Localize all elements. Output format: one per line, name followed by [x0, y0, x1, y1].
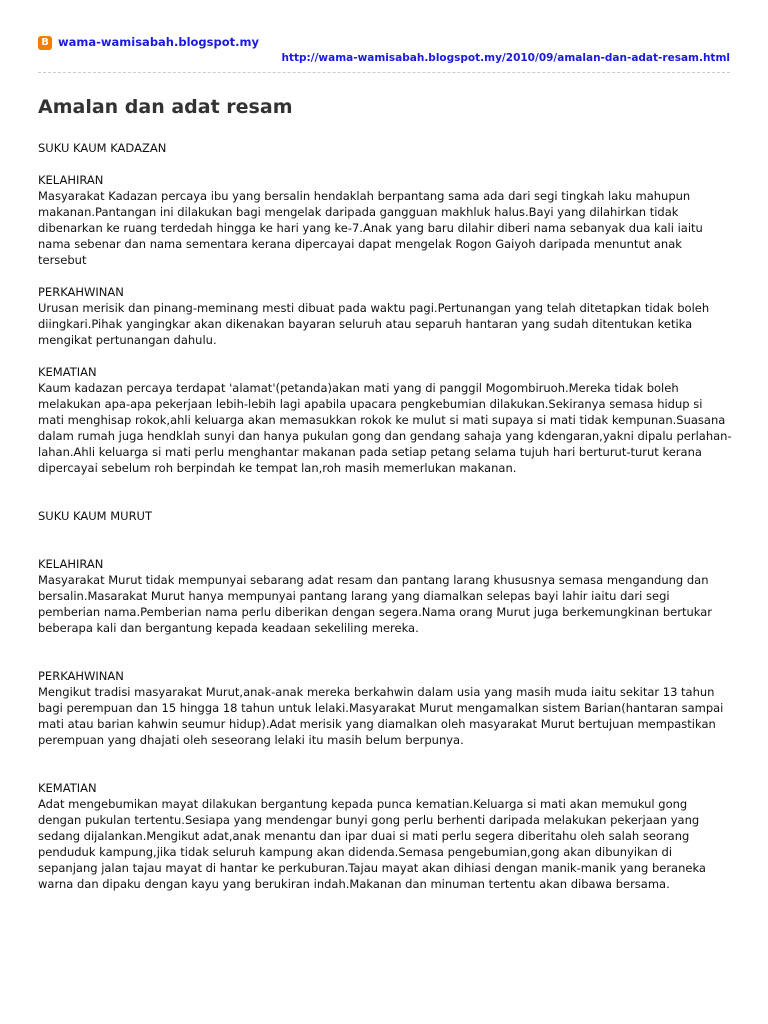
post-url-link[interactable]: http://wama-wamisabah.blogspot.my/2010/09/amalan-dan-adat-resam.html: [281, 52, 730, 64]
kadazan-section: [38, 140, 732, 476]
print-header: [0, 0, 768, 80]
section-body: Urusan merisik dan pinang-meminang mesti dibuat pada waktu pagi.Pertunangan yang telah ditetapkan tidak boleh diingkari.Pihak yangingkar akan dikenakan bayaran seluruh atau separuh hantaran yang sudah ditentukan ketika mengikat pertunangan dahulu.: [38, 301, 710, 347]
post-title: Amalan dan adat resam: [38, 96, 293, 118]
murut-section: [38, 508, 732, 892]
murut-kematian: [38, 780, 732, 892]
header-divider: [38, 72, 730, 73]
section-heading: PERKAHWINAN: [38, 669, 124, 683]
kadazan-kelahiran: [38, 172, 732, 268]
murut-kelahiran: [38, 556, 732, 636]
kadazan-perkahwinan: [38, 284, 732, 348]
blogger-logo-icon: [38, 36, 52, 50]
murut-perkahwinan: [38, 668, 732, 748]
section-heading: KELAHIRAN: [38, 557, 104, 571]
section-heading: KEMATIAN: [38, 365, 97, 379]
section-body: Masyarakat Murut tidak mempunyai sebarang adat resam dan pantang larang khususnya semasa mengandung dan bersalin.Masarakat Murut hanya mempunyai pantang larang yang diamalkan selepas bayi lahir iaitu dari segi pemberian nama.Pemberian nama perlu diberikan dengan segera.Nama orang Murut juga berkemungkinan bertukar beberapa kali dan bergantung kepada keadaan sekeliling mereka.: [38, 573, 713, 635]
section-body: Adat mengebumikan mayat dilakukan bergantung kepada punca kematian.Keluarga si mati akan memukul gong dengan pukulan tertentu.Sesiapa yang mendengar bunyi gong perlu berhenti daripada melakukan pekerjaan yang sedang dijalankan.Mengikut adat,anak menantu dan ipar duai si mati perlu segera diberitahu oleh salah seorang penduduk kampung,jika tidak seluruh kampung akan didenda.Semasa pengebumian,gong akan dibunyikan di sepanjang jalan tajau mayat di hantar ke perkuburan.Tajau mayat akan dihiasi dengan manik-manik yang beraneka warna dan dipaku dengan kayu yang berukiran indah.Makanan dan minuman tertentu akan dibawa bersama.: [38, 797, 706, 891]
section-body: Mengikut tradisi masyarakat Murut,anak-anak mereka berkahwin dalam usia yang masih muda iaitu sekitar 13 tahun bagi perempuan dan 15 hingga 18 tahun untuk lelaki.Masyarakat Murut mengamalkan sistem Barian(hantaran sampai mati atau barian kahwin seumur hidup).Adat merisik yang diamalkan oleh masyarakat Murut bertujuan mempastikan perempuan yang dhajati oleh seseorang lelaki itu masih belum berpunya.: [38, 685, 724, 747]
tribe-heading-kadazan: SUKU KAUM KADAZAN: [38, 141, 167, 155]
kadazan-kematian: [38, 364, 732, 476]
blog-name-link[interactable]: wama-wamisabah.blogspot.my: [58, 35, 259, 49]
post-content: [38, 94, 732, 892]
section-body: Kaum kadazan percaya terdapat 'alamat'(petanda)akan mati yang di panggil Mogombiruoh.Mereka tidak boleh melakukan apa-apa pekerjaan lebih-lebih lagi apabila upacara pengkebumian dilakukan.Sekiranya semasa hidup si mati menghisap rokok,ahli keluarga akan memasukkan rokok ke mulut si mati supaya si mati tidak kempunan.Suasana dalam rumah juga hendklah sunyi dan hanya pukulan gong dan gendang sahaja yang kdengaran,yakni dipalu perlahan-lahan.Ahli keluarga si mati perlu menghantar makanan pada setiap petang selama tujuh hari berturut-turut kerana dipercayai sebelum roh berpindah ke tempat lan,roh masih memerlukan makanan.: [38, 381, 732, 475]
blogger-logo-letter: B: [41, 37, 49, 48]
section-heading: PERKAHWINAN: [38, 285, 124, 299]
tribe-heading-murut: SUKU KAUM MURUT: [38, 509, 152, 523]
section-heading: KEMATIAN: [38, 781, 97, 795]
section-heading: KELAHIRAN: [38, 173, 104, 187]
section-body: Masyarakat Kadazan percaya ibu yang bersalin hendaklah berpantang sama ada dari segi tingkah laku mahupun makanan.Pantangan ini dilakukan bagi mengelak daripada gangguan makhluk halus.Bayi yang dilahirkan tidak dibenarkan ke ruang terdedah hingga ke hari yang ke-7.Anak yang baru dilahir diberi nama sebanyak dua kali iaitu nama sebenar dan nama sementara kerana dipercayai dapat mengelak Rogon Gaiyoh daripada menuntut anak tersebut: [38, 189, 703, 267]
